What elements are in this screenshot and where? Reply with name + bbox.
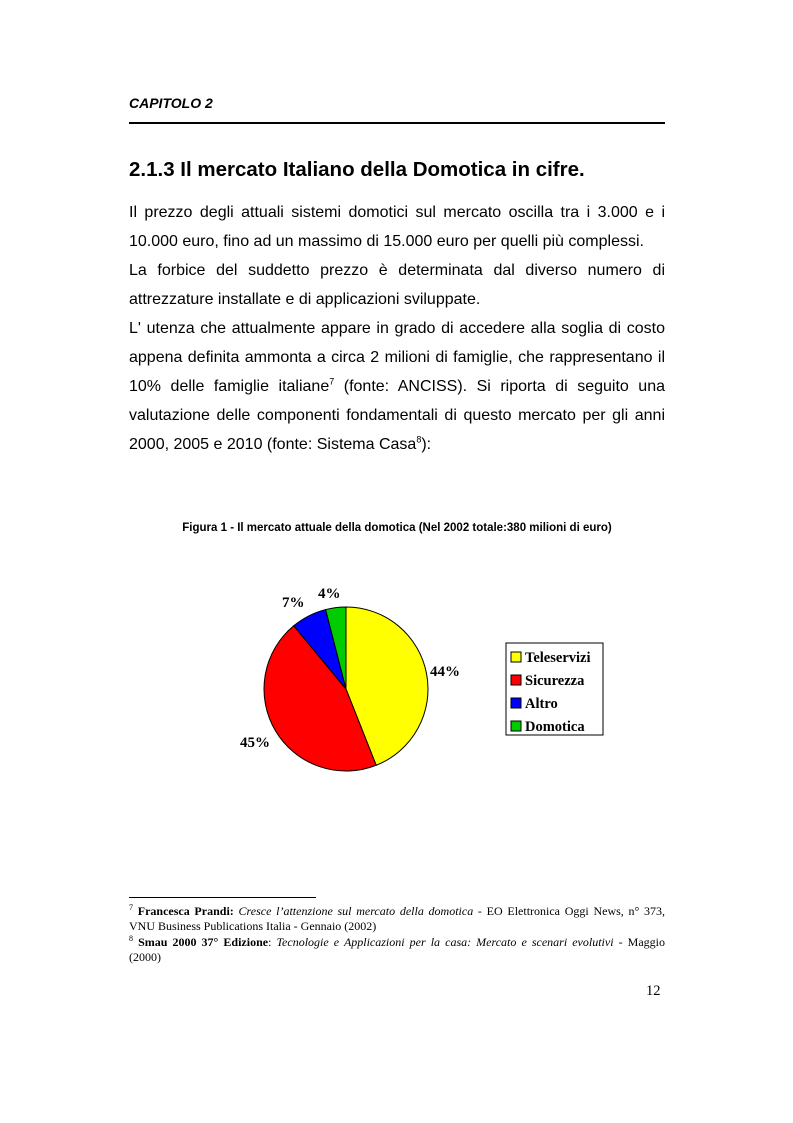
header-rule	[129, 122, 665, 124]
data-label-sicurezza: 45%	[240, 735, 270, 751]
pie-chart	[200, 570, 620, 790]
paragraph-market-users	[129, 314, 665, 459]
footnote-author: Smau 2000 37° Edizione	[138, 935, 269, 949]
footnote-ref-7: 7	[329, 376, 335, 387]
legend-label-domotica: Domotica	[525, 719, 585, 735]
legend-swatch-teleservizi	[511, 652, 521, 662]
section-title: 2.1.3 Il mercato Italiano della Domotica in cifre.	[129, 158, 585, 181]
footnote-title: Tecnologie e Applicazioni per la casa: Mercato e scenari evolutivi	[276, 935, 614, 949]
legend-swatch-altro	[511, 698, 521, 708]
footnote-number: 7	[129, 903, 133, 912]
page-number: 12	[646, 983, 661, 999]
footnote-author: Francesca Prandi:	[137, 904, 234, 918]
figure-caption: Figura 1 - Il mercato attuale della domotica (Nel 2002 totale:380 milioni di euro)	[182, 522, 612, 534]
chart-legend	[506, 643, 603, 735]
legend-label-sicurezza: Sicurezza	[525, 673, 585, 689]
data-label-altro: 7%	[282, 595, 305, 611]
footnote-7	[129, 904, 665, 934]
footnote-number: 8	[129, 934, 133, 943]
data-label-domotica: 4%	[318, 586, 341, 602]
footnote-source: - EO Elettronica Oggi News, n° 373, VNU Business Publications Italia - Gennaio (2002)	[129, 904, 666, 933]
footnote-ref-8: 8	[416, 434, 422, 445]
paragraph-text: ):	[421, 436, 432, 453]
footnote-separator: :	[268, 935, 277, 949]
chapter-header: CAPITOLO 2	[129, 95, 213, 111]
legend-label-teleservizi: Teleservizi	[525, 650, 591, 666]
paragraph-price-range: Il prezzo degli attuali sistemi domotici sul mercato oscilla tra i 3.000 e i 10.000 euro, fino ad un massimo di 15.000 euro per quelli più complessi.	[129, 204, 665, 250]
footnote-source: - Maggio (2000)	[129, 935, 665, 964]
footnote-title: Cresce l’attenzione sul mercato della domotica	[238, 904, 474, 918]
footnote-rule	[129, 897, 316, 898]
legend-swatch-domotica	[511, 721, 521, 731]
paragraph-price-factors: La forbice del suddetto prezzo è determinata dal diverso numero di attrezzature installate e di applicazioni sviluppate.	[129, 262, 665, 308]
legend-swatch-sicurezza	[511, 675, 521, 685]
data-label-teleservizi: 44%	[430, 664, 460, 680]
body-text	[129, 198, 665, 459]
paragraph-text: L' utenza che attualmente appare in grado di accedere alla soglia di costo appena definita ammonta a circa 2 milioni di famiglie, che rappresentano il 10% delle famiglie italiane	[129, 320, 665, 395]
footnotes	[129, 904, 665, 966]
legend-label-altro: Altro	[525, 696, 558, 712]
footnote-8	[129, 935, 665, 965]
paragraph-text: (fonte: ANCISS). Si riporta di seguito una valutazione delle componenti fondamentali di questo mercato per gli anni 2000, 2005 e 2010 (fonte: Sistema Casa	[129, 378, 665, 453]
